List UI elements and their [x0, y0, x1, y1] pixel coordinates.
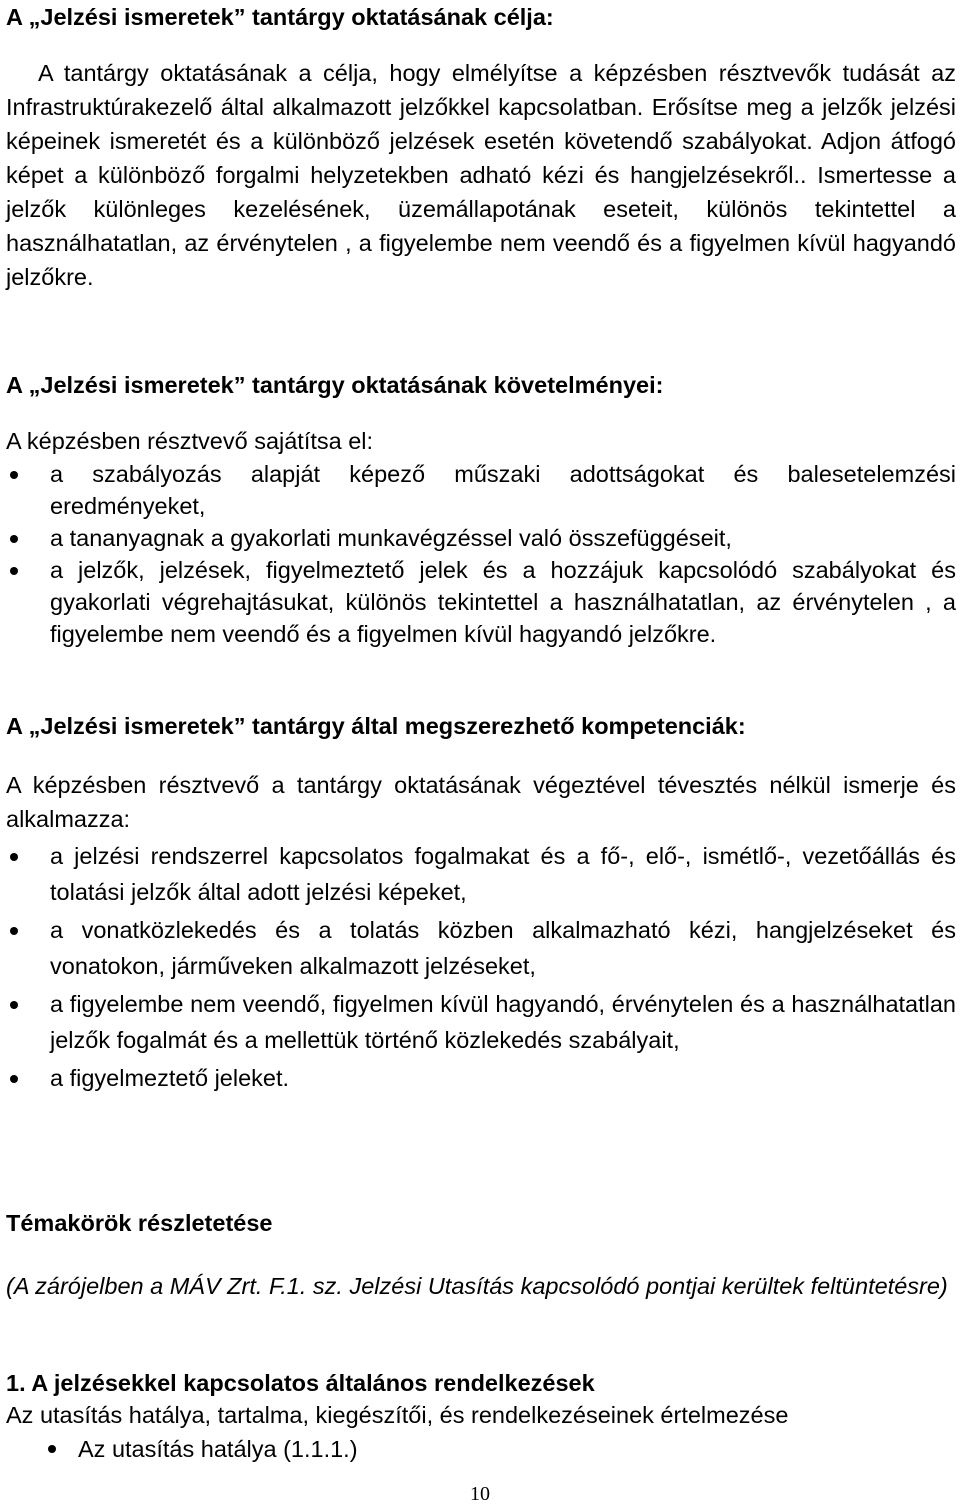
requirements-intro: A képzésben résztvevő sajátítsa el: — [6, 428, 374, 454]
bullet-icon — [10, 535, 18, 543]
list-item: Az utasítás hatálya (1.1.1.) — [6, 1432, 956, 1466]
bullet-icon — [10, 567, 18, 575]
competencies-intro: A képzésben résztvevő a tantárgy oktatásának végeztével tévesztés nélkül ismerje és alkalmazza: — [6, 772, 956, 832]
section-heading-goal: A „Jelzési ismeretek” tantárgy oktatásának célja: — [6, 4, 554, 30]
section-heading-requirements: A „Jelzési ismeretek” tantárgy oktatásának követelményei: — [6, 372, 664, 398]
topic-1-description: Az utasítás hatálya, tartalma, kiegészítői, és rendelkezéseinek értelmezése — [6, 1402, 789, 1428]
bullet-icon — [10, 1075, 18, 1083]
list-item: a figyelembe nem veendő, figyelmen kívül hagyandó, érvénytelen és a használhatatlan jelzők fogalmát és a mellettük történő közlekedés szabályait, — [6, 986, 956, 1058]
section-heading-topics: Témakörök részletetése — [6, 1210, 273, 1236]
competencies-list — [6, 838, 956, 1096]
topics-note: (A zárójelben a MÁV Zrt. F.1. sz. Jelzési Utasítás kapcsolódó pontjai kerültek feltüntetésre) — [6, 1273, 948, 1299]
competencies-block — [6, 768, 956, 1098]
requirements-list — [6, 458, 956, 650]
page-number: 10 — [470, 1483, 490, 1505]
topic-1-heading: 1. A jelzésekkel kapcsolatos általános rendelkezések — [6, 1370, 595, 1396]
bullet-icon — [10, 471, 18, 479]
bullet-icon — [10, 1001, 18, 1009]
list-item: a tananyagnak a gyakorlati munkavégzéssel való összefüggéseit, — [6, 522, 956, 554]
list-item: a jelzők, jelzések, figyelmeztető jelek és a hozzájuk kapcsolódó szabályokat és gyakorlati végrehajtásukat, különös tekintettel a használhatatlan, az érvénytelen , a figyelembe nem veendő és a figyelmen kívül hagyandó jelzőkre. — [6, 554, 956, 650]
bullet-icon — [10, 927, 18, 935]
list-item: a jelzési rendszerrel kapcsolatos fogalmakat és a fő-, elő-, ismétlő-, vezetőállás és tolatási jelzők által adott jelzési képeket, — [6, 838, 956, 910]
bullet-icon — [10, 853, 18, 861]
list-item: a szabályozás alapját képező műszaki adottságokat és balesetelemzési eredményeket, — [6, 458, 956, 522]
bullet-icon — [48, 1445, 56, 1453]
list-item: a vonatközlekedés és a tolatás közben alkalmazható kézi, hangjelzéseket és vonatokon, járműveken alkalmazott jelzéseket, — [6, 912, 956, 984]
list-item: a figyelmeztető jeleket. — [6, 1060, 956, 1096]
topic-1-list — [6, 1432, 956, 1466]
requirements-block — [6, 424, 956, 650]
goal-paragraph: A tantárgy oktatásának a célja, hogy elmélyítse a képzésben résztvevők tudását az Infrastruktúrakezelő által alkalmazott jelzőkkel kapcsolatban. Erősítse meg a jelzők jelzési képeinek ismeretét és a különböző jelzések esetén követendő szabályokat. Adjon átfogó képet a különböző forgalmi helyzetekben adható kézi és hangjelzésekről.. Ismertesse a jelzők különleges kezelésének, üzemállapotának eseteit, különös tekintettel a használhatatlan, az érvénytelen , a figyelembe nem veendő és a figyelmen kívül hagyandó jelzőkre. — [6, 60, 956, 290]
section-heading-competencies: A „Jelzési ismeretek” tantárgy által megszerezhető kompetenciák: — [6, 713, 746, 739]
